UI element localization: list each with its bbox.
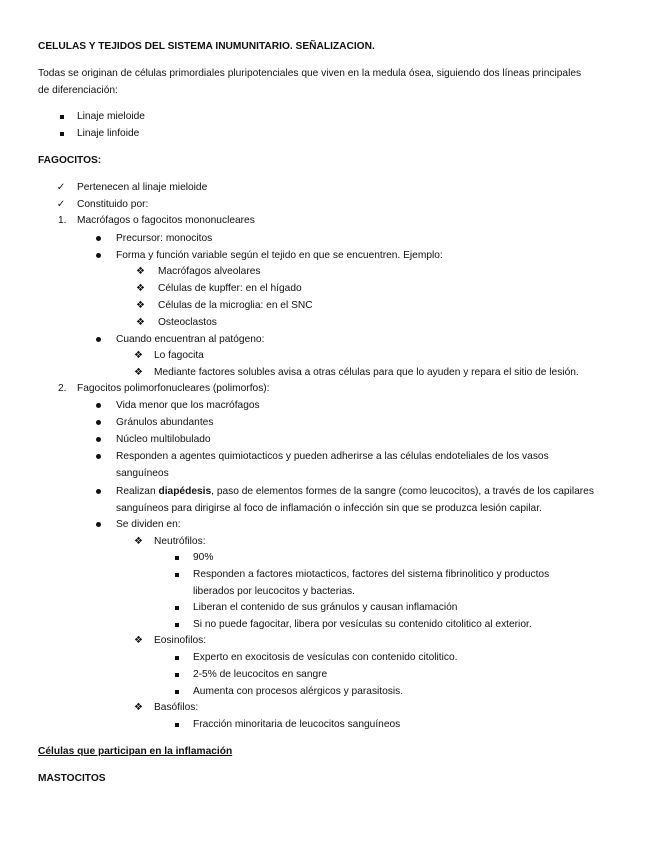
eosinofilos-item: Experto en exocitosis de vesículas con contenido citolitico. — [193, 652, 458, 663]
neutrofilos-liberan: Liberan el contenido de sus gránulos y causan inflamación — [193, 602, 458, 613]
round-bullet-icon — [96, 253, 101, 258]
accion-item: Mediante factores solubles avisa a otras células para que lo ayuden y repara el sitio de lesión. — [154, 367, 579, 378]
list-number: 2. — [58, 383, 67, 394]
intro-paragraph-line-1: Todas se originan de células primordiales pluripotenciales que viven en la medula ósea, siguiendo dos líneas principales — [38, 68, 582, 79]
round-bullet-icon — [96, 437, 101, 442]
round-bullet-icon — [96, 522, 101, 527]
ejemplo-item: Osteoclastos — [158, 317, 217, 328]
diamond-bullet-icon: ❖ — [136, 283, 145, 294]
square-bullet-icon — [175, 673, 179, 677]
diamond-bullet-icon: ❖ — [136, 317, 145, 328]
square-bullet-icon — [175, 606, 179, 610]
prop-realizan-line-1 — [116, 485, 594, 498]
realizan-text: Realizan — [116, 486, 159, 497]
prop-responden-line-2: sanguíneos — [116, 468, 169, 479]
diamond-bullet-icon: ❖ — [134, 702, 143, 713]
square-bullet-icon — [175, 623, 179, 627]
prop-granulos: Gránulos abundantes — [116, 417, 214, 428]
round-bullet-icon — [96, 489, 101, 494]
diamond-bullet-icon: ❖ — [136, 300, 145, 311]
eosinofilos-label: Eosinofilos: — [154, 635, 207, 646]
neutrofilos-responden-line-2: liberados por leucocitos y bacterias. — [193, 586, 355, 597]
document-title: CELULAS Y TEJIDOS DEL SISTEMA INUMUNITARIO. SEÑALIZACION. — [38, 41, 375, 52]
neutrofilos-pct: 90% — [193, 552, 214, 563]
check-item: Pertenecen al linaje mieloide — [77, 182, 208, 193]
round-bullet-icon — [96, 403, 101, 408]
square-bullet-icon — [175, 690, 179, 694]
lineage-item: Linaje linfoide — [77, 128, 140, 139]
ejemplo-item: Células de la microglia: en el SNC — [158, 300, 313, 311]
square-bullet-icon — [60, 115, 64, 119]
neutrofilos-responden-line-1: Responden a factores miotacticos, factores del sistema fibrinolitico y productos — [193, 569, 550, 580]
round-bullet-icon — [96, 337, 101, 342]
basofilos-label: Basófilos: — [154, 702, 199, 713]
eosinofilos-item: 2-5% de leucocitos en sangre — [193, 669, 328, 680]
fagocitos-heading: FAGOCITOS: — [38, 155, 102, 166]
prop-nucleo: Núcleo multilobulado — [116, 434, 211, 445]
diamond-bullet-icon: ❖ — [134, 536, 143, 547]
round-bullet-icon — [96, 454, 101, 459]
forma-text: Forma y función variable según el tejido en que se encuentren. Ejemplo: — [116, 250, 443, 261]
diamond-bullet-icon: ❖ — [134, 635, 143, 646]
prop-responden-line-1: Responden a agentes quimiotacticos y pueden adherirse a las células endoteliales de los vasos — [116, 451, 549, 462]
round-bullet-icon — [96, 236, 101, 241]
checkmark-icon: ✓ — [56, 182, 66, 193]
lineage-item: Linaje mieloide — [77, 111, 145, 122]
check-item: Constituido por: — [77, 199, 149, 210]
cuando-text: Cuando encuentran al patógeno: — [116, 334, 265, 345]
macrofagos-label: Macrófagos o fagocitos mononucleares — [77, 215, 255, 226]
mastocitos-heading: MASTOCITOS — [38, 773, 106, 784]
diamond-bullet-icon: ❖ — [136, 266, 145, 277]
realizan-continuation: , paso de elementos formes de la sangre (como leucocitos), a través de los capilares — [211, 486, 594, 497]
ejemplo-item: Células de kupffer: en el hígado — [158, 283, 302, 294]
accion-item: Lo fagocita — [154, 350, 204, 361]
ejemplo-item: Macrófagos alveolares — [158, 266, 261, 277]
diamond-bullet-icon: ❖ — [134, 350, 143, 361]
square-bullet-icon — [60, 132, 64, 136]
prop-dividen: Se dividen en: — [116, 519, 181, 530]
polimorfos-label: Fagocitos polimorfonucleares (polimorfos): — [77, 383, 270, 394]
round-bullet-icon — [96, 420, 101, 425]
list-number: 1. — [58, 215, 67, 226]
intro-paragraph-line-2: de diferenciación: — [38, 85, 118, 96]
basofilos-item: Fracción minoritaria de leucocitos sanguíneos — [193, 719, 401, 730]
diamond-bullet-icon: ❖ — [134, 367, 143, 378]
inflamacion-heading: Células que participan en la inflamación — [38, 746, 233, 757]
square-bullet-icon — [175, 656, 179, 660]
checkmark-icon: ✓ — [56, 199, 66, 210]
prop-vida: Vida menor que los macrófagos — [116, 400, 260, 411]
neutrofilos-label: Neutrófilos: — [154, 536, 206, 547]
eosinofilos-item: Aumenta con procesos alérgicos y parasitosis. — [193, 686, 404, 697]
square-bullet-icon — [175, 556, 179, 560]
precursor-text: Precursor: monocitos — [116, 233, 213, 244]
prop-realizan-line-2: sanguíneos para dirigirse al foco de inflamación o infección sin que se produzca lesión capilar. — [116, 503, 542, 514]
neutrofilos-si-no: Si no puede fagocitar, libera por vesículas su contenido citolitico al exterior. — [193, 619, 532, 630]
square-bullet-icon — [175, 723, 179, 727]
diapedesis-term: diapédesis — [158, 486, 212, 497]
square-bullet-icon — [175, 573, 179, 577]
